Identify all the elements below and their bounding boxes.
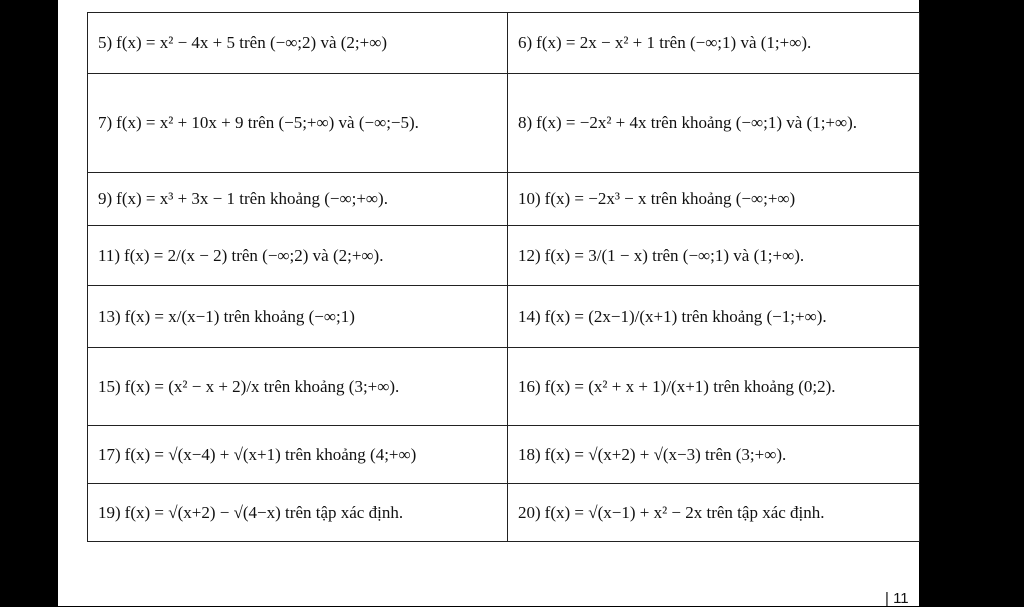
problem-number: 13) — [98, 306, 121, 326]
table-row — [88, 426, 920, 484]
problem-cell — [508, 484, 920, 542]
problem-text: f(x) = 3/(1 − x) trên (−∞;1) và (1;+∞). — [544, 245, 805, 265]
problem-table — [87, 12, 920, 542]
table-row — [88, 286, 920, 348]
problem-text: f(x) = 2/(x − 2) trên (−∞;2) và (2;+∞). — [124, 245, 384, 265]
problem-text: f(x) = √(x+2) + √(x−3) trên (3;+∞). — [544, 444, 787, 464]
problem-text: f(x) = x/(x−1) trên khoảng (−∞;1) — [124, 306, 355, 326]
problem-number: 10) — [518, 189, 541, 208]
page-number: | 11 — [885, 590, 909, 607]
table-row — [88, 173, 920, 226]
problem-cell — [508, 13, 920, 74]
problem-text: f(x) = (x² + x + 1)/(x+1) trên khoảng (0;2). — [544, 376, 836, 396]
problem-number: 15) — [98, 376, 121, 396]
problem-cell — [88, 286, 508, 348]
problem-cell — [508, 426, 920, 484]
problem-number: 18) — [518, 444, 541, 464]
table-row — [88, 13, 920, 74]
problem-text: f(x) = 2x − x² + 1 trên (−∞;1) và (1;+∞). — [536, 33, 812, 52]
problem-number: 7) — [98, 113, 113, 132]
problem-cell — [88, 74, 508, 173]
table-row — [88, 226, 920, 286]
problem-text: f(x) = √(x−4) + √(x+1) trên khoảng (4;+∞) — [124, 444, 417, 464]
problem-cell — [508, 173, 920, 226]
problem-text: f(x) = x² + 10x + 9 trên (−5;+∞) và (−∞;−5). — [116, 113, 419, 132]
problem-number: 16) — [518, 376, 541, 396]
problem-number: 8) — [518, 113, 533, 132]
table-row — [88, 484, 920, 542]
problem-text: f(x) = x² − 4x + 5 trên (−∞;2) và (2;+∞) — [116, 33, 387, 52]
problem-cell — [88, 484, 508, 542]
table-row — [88, 74, 920, 173]
problem-text: f(x) = √(x+2) − √(4−x) trên tập xác định. — [124, 502, 404, 522]
problem-number: 14) — [518, 306, 541, 326]
problem-text: f(x) = −2x³ − x trên khoảng (−∞;+∞) — [544, 189, 796, 208]
problem-cell — [88, 426, 508, 484]
problem-cell — [508, 226, 920, 286]
problem-number: 5) — [98, 33, 113, 52]
problem-cell — [508, 286, 920, 348]
problem-cell — [508, 348, 920, 426]
problem-cell — [88, 173, 508, 226]
problem-text: f(x) = (x² − x + 2)/x trên khoảng (3;+∞). — [124, 376, 400, 396]
problem-number: 17) — [98, 444, 121, 464]
problem-text: f(x) = x³ + 3x − 1 trên khoảng (−∞;+∞). — [116, 189, 388, 208]
problem-number: 19) — [98, 502, 121, 522]
problem-cell — [88, 13, 508, 74]
problem-number: 12) — [518, 245, 541, 265]
problem-cell — [88, 348, 508, 426]
problem-number: 20) — [518, 502, 541, 522]
problem-cell — [88, 226, 508, 286]
problem-text: f(x) = (2x−1)/(x+1) trên khoảng (−1;+∞). — [544, 306, 827, 326]
problem-number: 9) — [98, 189, 113, 208]
problem-cell — [508, 74, 920, 173]
problem-text: f(x) = −2x² + 4x trên khoảng (−∞;1) và (1;+∞). — [536, 113, 858, 132]
document-page — [58, 0, 919, 606]
problem-number: 6) — [518, 33, 533, 52]
problem-number: 11) — [98, 245, 121, 265]
table-row — [88, 348, 920, 426]
problem-text: f(x) = √(x−1) + x² − 2x trên tập xác định. — [544, 502, 825, 522]
